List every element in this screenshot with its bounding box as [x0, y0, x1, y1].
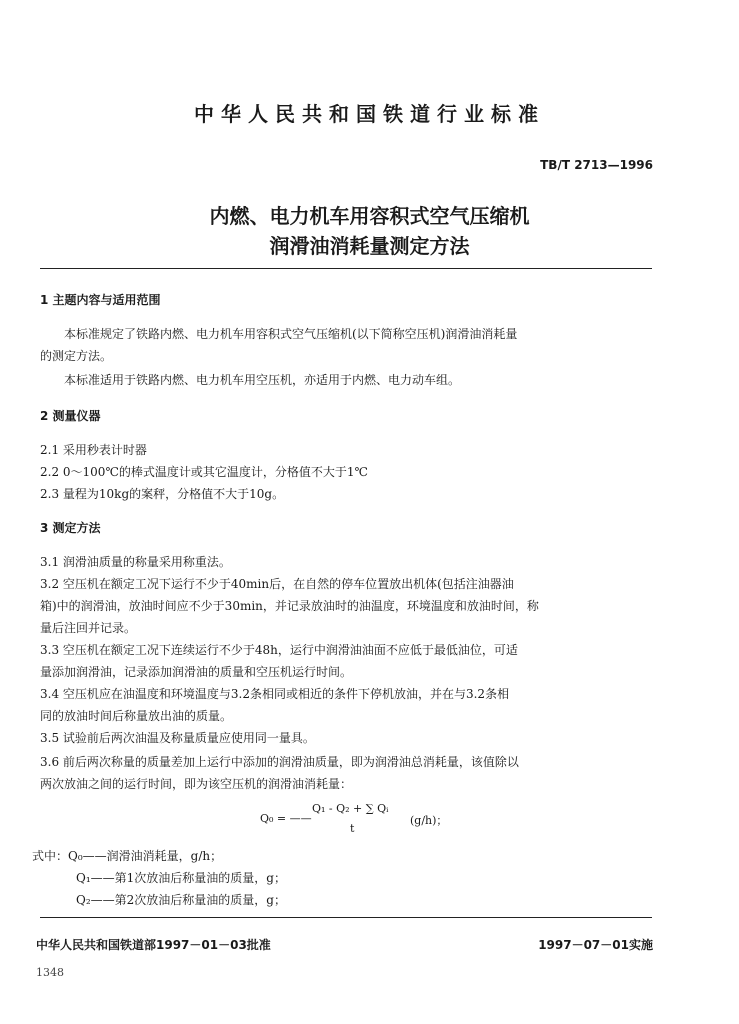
clause-3-2-cont: 箱)中的润滑油，放油时间应不少于30min，并记录放油时的油温度，环境温度和放油时间，称 — [40, 599, 539, 613]
clause-3-6: 3.6 前后两次称量的质量差加上运行中添加的润滑油质量，即为润滑油总消耗量，该值除以 — [40, 755, 519, 769]
paragraph: 的测定方法。 — [40, 349, 113, 363]
clause-3-4: 3.4 空压机应在油温度和环境温度与3.2条相同或相近的条件下停机放油，并在与3.2条相 — [40, 687, 510, 701]
section-1-heading: 1 主题内容与适用范围 — [40, 293, 161, 307]
clause-3-4-cont: 同的放油时间后称量放出油的质量。 — [40, 709, 233, 723]
consumption-formula — [260, 798, 460, 838]
formula-numerator: Q₁ - Q₂ + ∑ Qᵢ — [312, 802, 389, 815]
paragraph: 本标准适用于铁路内燃、电力机车用空压机，亦适用于内燃、电力动车组。 — [64, 373, 461, 387]
clause-2-3: 2.3 量程为10kg的案秤，分格值不大于10g。 — [40, 487, 285, 501]
where-q2: Q₂——第2次放油后称量油的质量，g； — [76, 893, 286, 907]
section-3-heading: 3 测定方法 — [40, 521, 101, 535]
clause-3-3-cont: 量添加润滑油，记录添加润滑油的质量和空压机运行时间。 — [40, 665, 353, 679]
where-q1: Q₁——第1次放油后称量油的质量，g； — [76, 871, 286, 885]
clause-3-1: 3.1 润滑油质量的称量采用称重法。 — [40, 555, 231, 569]
approval-date: 中华人民共和国铁道部1997－01－03批准 — [36, 938, 271, 952]
document-title-line2: 润滑油消耗量测定方法 — [269, 234, 470, 258]
effective-date: 1997－07－01实施 — [538, 938, 653, 952]
document-title-line1: 内燃、电力机车用容积式空气压缩机 — [209, 204, 530, 228]
section-2-heading: 2 测量仪器 — [40, 409, 101, 423]
clause-3-3: 3.3 空压机在额定工况下连续运行不少于48h，运行中润滑油油面不应低于最低油位，可适 — [40, 643, 518, 657]
title-divider — [40, 268, 652, 269]
clause-3-2: 3.2 空压机在额定工况下运行不少于40min后，在自然的停车位置放出机体(包括注油器油 — [40, 577, 514, 591]
formula-unit: (g/h)； — [410, 814, 448, 827]
clause-2-2: 2.2 0～100℃的棒式温度计或其它温度计，分格值不大于1℃ — [40, 465, 368, 479]
paragraph: 本标准规定了铁路内燃、电力机车用容积式空气压缩机(以下简称空压机)润滑油消耗量 — [64, 327, 518, 341]
formula-lhs: Q₀ = —— — [260, 812, 312, 825]
standard-number: TB/T 2713—1996 — [540, 158, 653, 172]
footer-divider — [40, 917, 652, 918]
page-number: 1348 — [36, 966, 64, 979]
formula-denominator: t — [350, 822, 355, 835]
standard-org-title: 中华人民共和国铁道行业标准 — [194, 102, 545, 126]
where-q0: 式中：Q₀——润滑油消耗量，g/h； — [32, 849, 223, 863]
clause-2-1: 2.1 采用秒表计时器 — [40, 443, 147, 457]
clause-3-5: 3.5 试验前后两次油温及称量质量应使用同一量具。 — [40, 731, 315, 745]
clause-3-6-cont: 两次放油之间的运行时间，即为该空压机的润滑油消耗量： — [40, 777, 353, 791]
clause-3-2-cont: 量后注回并记录。 — [40, 621, 137, 635]
